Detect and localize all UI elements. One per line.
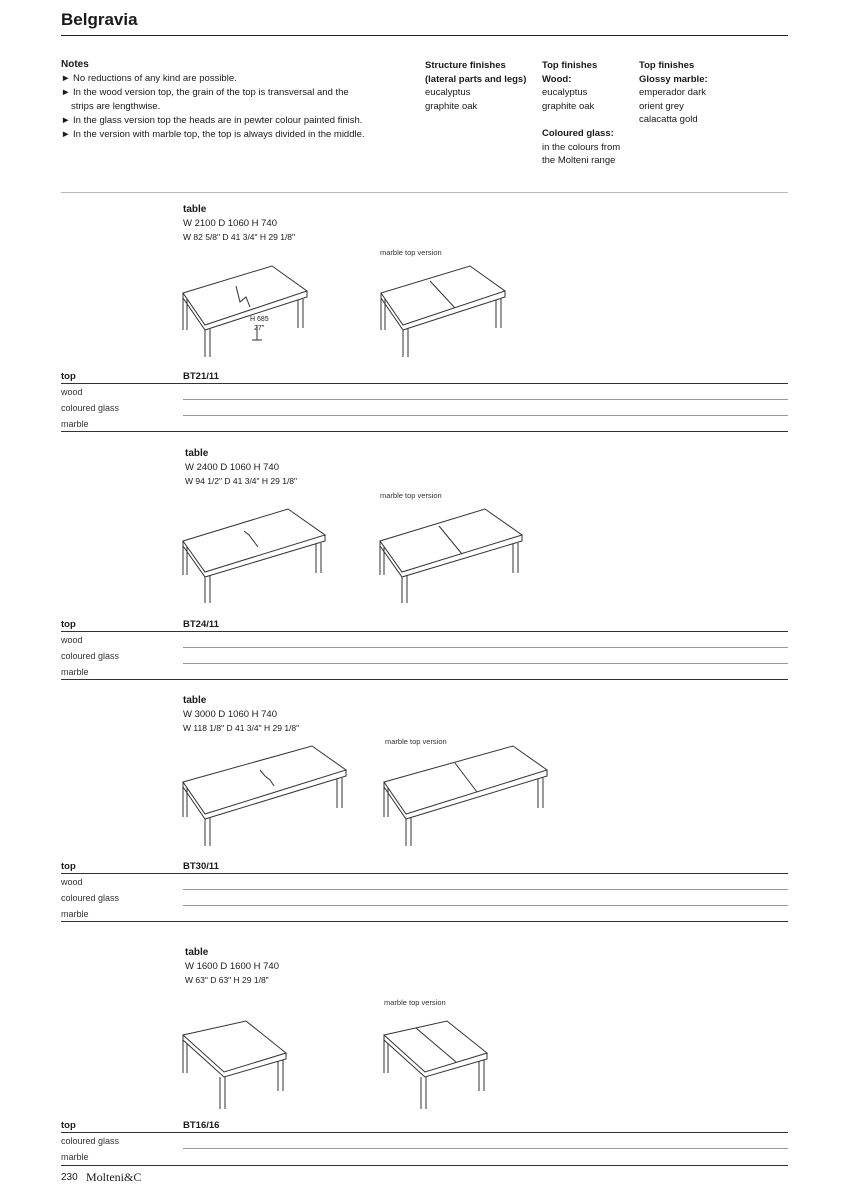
top-finishes-marble: Top finishes Glossy marble: emperador dark orient grey calacatta gold <box>639 60 708 125</box>
finish-row-label: marble <box>61 667 89 677</box>
finish-row-label: marble <box>61 1152 89 1162</box>
rule <box>61 1132 788 1133</box>
marble-version-label: marble top version <box>380 248 442 257</box>
row-line <box>183 647 788 648</box>
finish-row-label: wood <box>61 635 83 645</box>
rule <box>61 631 788 632</box>
row-line <box>183 889 788 890</box>
rule <box>61 873 788 874</box>
finish-row-label: marble <box>61 419 89 429</box>
note-item: ► No reductions of any kind are possible. <box>61 73 237 84</box>
table-drawing-wood <box>180 262 310 362</box>
table-dim-in: W 82 5/8" D 41 3/4" H 29 1/8" <box>183 232 296 242</box>
row-line <box>183 1148 788 1149</box>
table-drawing-marble <box>377 505 527 605</box>
table-dim-in: W 94 1/2" D 41 3/4" H 29 1/8" <box>185 476 298 486</box>
table-dim-mm: W 1600 D 1600 H 740 <box>185 961 280 972</box>
finish-row-label: wood <box>61 877 83 887</box>
section-divider <box>61 192 788 193</box>
page-title: Belgravia <box>61 10 138 29</box>
product-code: BT24/11 <box>183 619 219 630</box>
note-item-cont: strips are lengthwise. <box>71 101 161 112</box>
product-code: BT16/16 <box>183 1120 220 1131</box>
product-code: BT30/11 <box>183 861 219 872</box>
rule <box>61 383 788 384</box>
finish-row-label: coloured glass <box>61 403 120 413</box>
note-item: ► In the glass version top the heads are in pewter colour painted finish. <box>61 115 363 126</box>
finish-row-label: marble <box>61 909 89 919</box>
marble-version-label: marble top version <box>385 737 447 746</box>
table-drawing-marble <box>381 742 551 852</box>
page-number: 230 <box>61 1172 78 1183</box>
top-label: top <box>61 619 76 630</box>
structure-finishes: Structure finishes (lateral parts and legs) eucalyptus graphite oak <box>425 60 527 112</box>
brand-logo: Molteni&C <box>86 1170 142 1184</box>
table-heading: table <box>183 695 207 706</box>
top-label: top <box>61 371 76 382</box>
height-annotation: H 685 <box>250 316 269 323</box>
top-finishes-wood: Top finishes Wood: eucalyptus graphite oak <box>542 60 598 112</box>
bullet-icon: ► <box>61 87 71 98</box>
height-annotation-in: 27" <box>254 325 265 332</box>
top-label: top <box>61 861 76 872</box>
table-drawing-marble <box>378 262 508 362</box>
table-heading: table <box>185 448 209 459</box>
row-line <box>183 415 788 416</box>
row-line <box>183 663 788 664</box>
table-heading: table <box>185 947 209 958</box>
table-drawing-wood <box>180 505 330 605</box>
row-line <box>183 399 788 400</box>
rule <box>61 431 788 432</box>
title-rule <box>61 35 788 36</box>
table-dim-in: W 63" D 63" H 29 1/8" <box>185 975 269 985</box>
note-item: ► In the version with marble top, the top is always divided in the middle. <box>61 129 365 140</box>
notes-heading: Notes <box>61 59 89 70</box>
top-finishes-glass: Coloured glass: in the colours from the Molteni range <box>542 128 621 166</box>
bullet-icon: ► <box>61 115 71 126</box>
rule <box>61 1165 788 1166</box>
finish-row-label: coloured glass <box>61 1136 120 1146</box>
table-dim-mm: W 2100 D 1060 H 740 <box>183 218 278 229</box>
rule <box>61 921 788 922</box>
top-label: top <box>61 1120 76 1131</box>
finish-row-label: coloured glass <box>61 893 120 903</box>
product-code: BT21/11 <box>183 371 219 382</box>
bullet-icon: ► <box>61 129 71 140</box>
row-line <box>183 905 788 906</box>
finish-row-label: wood <box>61 387 83 397</box>
marble-version-label: marble top version <box>380 491 442 500</box>
table-drawing-wood <box>180 1018 290 1113</box>
note-item: ► In the wood version top, the grain of the top is transversal and the <box>61 87 349 98</box>
table-dim-in: W 118 1/8" D 41 3/4" H 29 1/8" <box>183 723 300 733</box>
table-heading: table <box>183 204 207 215</box>
table-dim-mm: W 3000 D 1060 H 740 <box>183 709 278 720</box>
finish-row-label: coloured glass <box>61 651 120 661</box>
bullet-icon: ► <box>61 73 71 84</box>
table-drawing-wood <box>180 742 350 852</box>
table-drawing-marble <box>381 1018 491 1113</box>
table-dim-mm: W 2400 D 1060 H 740 <box>185 462 280 473</box>
marble-version-label: marble top version <box>384 998 446 1007</box>
rule <box>61 679 788 680</box>
